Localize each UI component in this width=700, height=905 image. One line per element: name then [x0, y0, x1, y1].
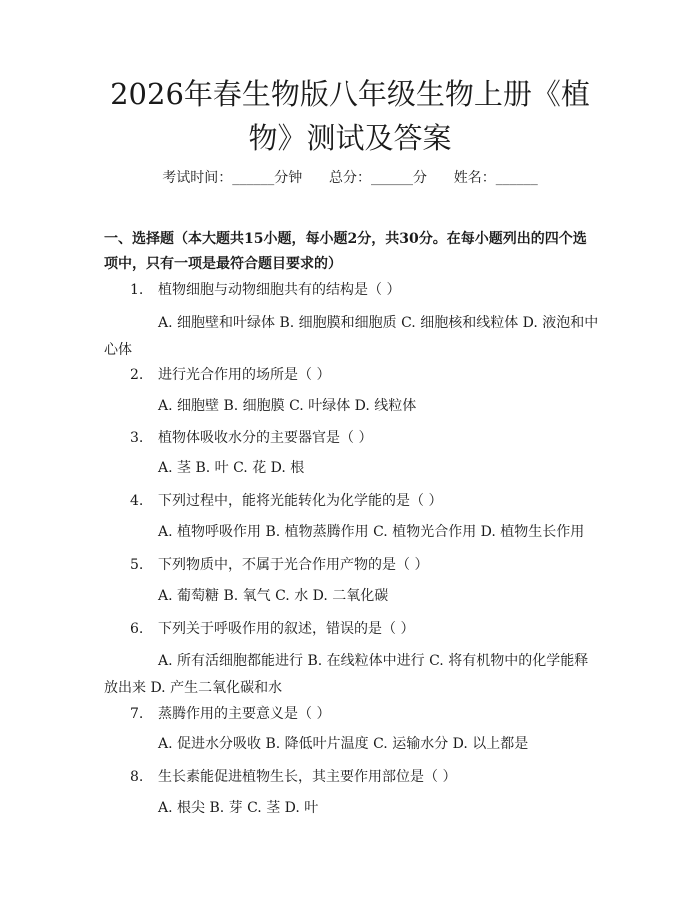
question-text: 进行光合作用的场所是（ ）: [158, 367, 331, 383]
exam-time-unit: 分钟: [274, 170, 303, 186]
question-text: 下列过程中，能将光能转化为化学能的是（ ）: [158, 493, 443, 509]
question-8-options: A. 根尖 B. 芽 C. 茎 D. 叶: [158, 800, 319, 816]
page-title: 2026年春生物版八年级生物上册《植物》测试及答案: [110, 77, 590, 155]
question-1-options: A. 细胞壁和叶绿体 B. 细胞膜和细胞质 C. 细胞核和线粒体 D. 液泡和中心体: [104, 315, 599, 358]
question-text: 蒸腾作用的主要意义是（ ）: [158, 706, 331, 722]
exam-info-line: [0, 168, 700, 188]
section-heading: 一、选择题（本大题共15小题，每小题2分，共30分。在每小题列出的四个选项中，只有一项是最符合题目要求的）: [104, 231, 587, 272]
question-7: [130, 704, 330, 724]
question-1: [130, 280, 400, 300]
question-number: 1.: [130, 282, 144, 298]
student-name-label: 姓名：: [453, 170, 496, 186]
question-5-options: A. 葡萄糖 B. 氧气 C. 水 D. 二氧化碳: [158, 588, 389, 604]
total-score-unit: 分: [413, 170, 427, 186]
question-number: 5.: [130, 557, 144, 573]
question-3-options: A. 茎 B. 叶 C. 花 D. 根: [158, 460, 305, 476]
question-text: 下列物质中，不属于光合作用产物的是（ ）: [158, 557, 429, 573]
question-number: 2.: [130, 367, 144, 383]
exam-time-label: 考试时间：: [162, 170, 233, 186]
question-6: [130, 619, 414, 639]
question-text: 植物细胞与动物细胞共有的结构是（ ）: [158, 282, 401, 298]
exam-time-blank: ______: [232, 170, 275, 186]
question-text: 植物体吸收水分的主要器官是（ ）: [158, 430, 373, 446]
question-number: 7.: [130, 706, 144, 722]
question-number: 8.: [130, 769, 144, 785]
question-number: 3.: [130, 430, 144, 446]
question-4: [130, 491, 442, 511]
total-score-label: 总分：: [329, 170, 371, 186]
question-5: [130, 555, 428, 575]
question-number: 4.: [130, 493, 144, 509]
total-score-blank: ______: [371, 170, 413, 186]
student-name-blank: ______: [495, 170, 538, 186]
question-number: 6.: [130, 621, 144, 637]
question-7-options: A. 促进水分吸收 B. 降低叶片温度 C. 运输水分 D. 以上都是: [158, 736, 529, 752]
question-6-options: A. 所有活细胞都能进行 B. 在线粒体中进行 C. 将有机物中的化学能释放出来 D. 产生二氧化碳和水: [104, 653, 589, 696]
question-2-options: A. 细胞壁 B. 细胞膜 C. 叶绿体 D. 线粒体: [158, 398, 417, 414]
question-2: [130, 365, 330, 385]
question-8: [130, 767, 456, 787]
question-text: 下列关于呼吸作用的叙述，错误的是（ ）: [158, 621, 415, 637]
question-3: [130, 428, 372, 448]
question-4-options: A. 植物呼吸作用 B. 植物蒸腾作用 C. 植物光合作用 D. 植物生长作用: [158, 524, 585, 540]
question-text: 生长素能促进植物生长，其主要作用部位是（ ）: [158, 769, 457, 785]
